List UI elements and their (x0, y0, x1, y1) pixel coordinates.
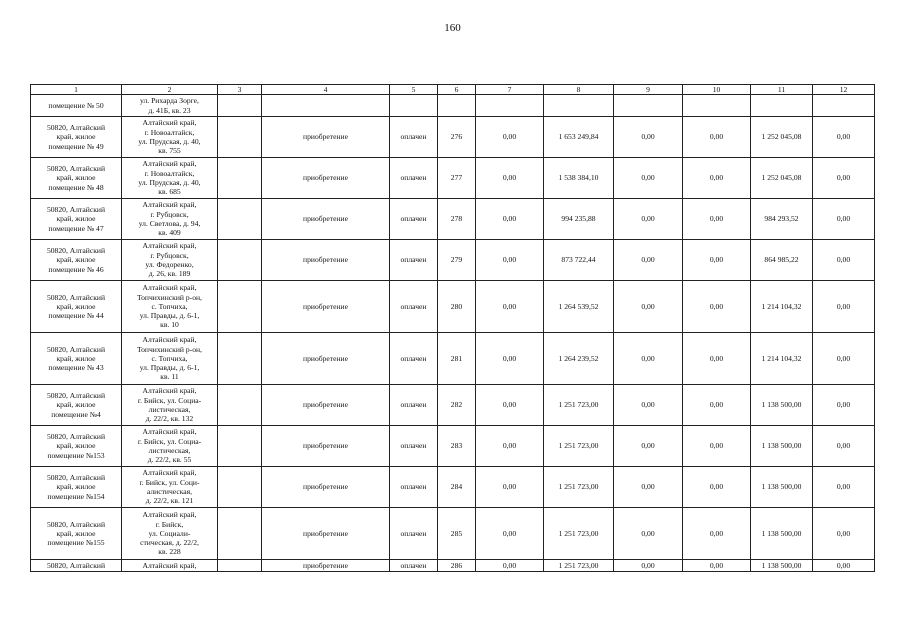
row-number-cell: 281 (438, 333, 476, 385)
object-name-cell: 50820, Алтайский край, жилое помещение №155 (31, 508, 122, 560)
col-10-cell: 0,00 (683, 158, 751, 199)
col-7-cell: 0,00 (476, 117, 544, 158)
property-table (30, 84, 875, 572)
cost-cell: 1 252 045,08 (751, 158, 813, 199)
col-12-cell: 0,00 (813, 240, 875, 281)
row-number-cell: 285 (438, 508, 476, 560)
row-number-cell: 276 (438, 117, 476, 158)
col-12-cell: 0,00 (813, 426, 875, 467)
action-cell: приобретение (262, 199, 390, 240)
row-number-cell: 282 (438, 385, 476, 426)
address-cell: Алтайский край, г. Бийск, ул. Социа- листическая, д. 22/2, кв. 132 (122, 385, 218, 426)
col-9-cell: 0,00 (614, 508, 683, 560)
object-name-cell: 50820, Алтайский край, жилое помещение № 44 (31, 281, 122, 333)
col-3-cell (218, 426, 262, 467)
table-row (31, 560, 875, 572)
payment-status-cell (390, 95, 438, 117)
col-10-cell: 0,00 (683, 560, 751, 572)
col-9-cell (614, 95, 683, 117)
col-10-cell: 0,00 (683, 199, 751, 240)
col-12-cell: 0,00 (813, 467, 875, 508)
col-7-cell: 0,00 (476, 333, 544, 385)
object-name-cell: помещение № 50 (31, 95, 122, 117)
cost-cell: 864 985,22 (751, 240, 813, 281)
amount-cell (544, 95, 614, 117)
col-3-cell (218, 158, 262, 199)
col-10-cell: 0,00 (683, 333, 751, 385)
cost-cell: 1 214 104,32 (751, 281, 813, 333)
col-7-cell: 0,00 (476, 560, 544, 572)
payment-status-cell: оплачен (390, 467, 438, 508)
column-header: 3 (218, 85, 262, 95)
col-3-cell (218, 95, 262, 117)
col-3-cell (218, 117, 262, 158)
cost-cell: 1 138 500,00 (751, 467, 813, 508)
action-cell: приобретение (262, 385, 390, 426)
payment-status-cell: оплачен (390, 333, 438, 385)
address-cell: Алтайский край, г. Новоалтайск, ул. Прудская, д. 40, кв. 755 (122, 117, 218, 158)
col-7-cell: 0,00 (476, 240, 544, 281)
col-9-cell: 0,00 (614, 560, 683, 572)
col-3-cell (218, 281, 262, 333)
address-cell: Алтайский край, (122, 560, 218, 572)
column-header: 10 (683, 85, 751, 95)
col-7-cell: 0,00 (476, 385, 544, 426)
payment-status-cell: оплачен (390, 117, 438, 158)
col-7-cell: 0,00 (476, 467, 544, 508)
page-number: 160 (444, 22, 461, 34)
action-cell: приобретение (262, 158, 390, 199)
cost-cell: 1 138 500,00 (751, 508, 813, 560)
payment-status-cell: оплачен (390, 199, 438, 240)
column-header: 6 (438, 85, 476, 95)
table-container (30, 84, 851, 572)
col-9-cell: 0,00 (614, 117, 683, 158)
amount-cell: 1 251 723,00 (544, 467, 614, 508)
object-name-cell: 50820, Алтайский край, жилое помещение №153 (31, 426, 122, 467)
amount-cell: 873 722,44 (544, 240, 614, 281)
row-number-cell: 283 (438, 426, 476, 467)
amount-cell: 1 251 723,00 (544, 426, 614, 467)
cost-cell (751, 95, 813, 117)
amount-cell: 1 251 723,00 (544, 385, 614, 426)
address-cell: Алтайский край, г. Бийск, ул. Соци- алистическая, д. 22/2, кв. 121 (122, 467, 218, 508)
payment-status-cell: оплачен (390, 158, 438, 199)
col-7-cell: 0,00 (476, 508, 544, 560)
col-12-cell: 0,00 (813, 508, 875, 560)
object-name-cell: 50820, Алтайский край, жилое помещение № 49 (31, 117, 122, 158)
header-row (31, 85, 875, 95)
table-row (31, 467, 875, 508)
payment-status-cell: оплачен (390, 508, 438, 560)
amount-cell: 1 251 723,00 (544, 508, 614, 560)
row-number-cell: 284 (438, 467, 476, 508)
col-3-cell (218, 385, 262, 426)
action-cell (262, 95, 390, 117)
col-12-cell: 0,00 (813, 199, 875, 240)
col-10-cell (683, 95, 751, 117)
address-cell: Алтайский край, Топчихинский р-он, с. Топчиха, ул. Правды, д. 6-1, кв. 10 (122, 281, 218, 333)
object-name-cell: 50820, Алтайский (31, 560, 122, 572)
col-3-cell (218, 508, 262, 560)
table-row (31, 508, 875, 560)
action-cell: приобретение (262, 508, 390, 560)
action-cell: приобретение (262, 560, 390, 572)
cost-cell: 1 214 104,32 (751, 333, 813, 385)
row-number-cell: 277 (438, 158, 476, 199)
col-10-cell: 0,00 (683, 426, 751, 467)
col-7-cell: 0,00 (476, 199, 544, 240)
row-number-cell: 286 (438, 560, 476, 572)
col-9-cell: 0,00 (614, 281, 683, 333)
table-row (31, 426, 875, 467)
table-row (31, 385, 875, 426)
action-cell: приобретение (262, 240, 390, 281)
object-name-cell: 50820, Алтайский край, жилое помещение № 47 (31, 199, 122, 240)
row-number-cell: 278 (438, 199, 476, 240)
column-header: 12 (813, 85, 875, 95)
col-3-cell (218, 333, 262, 385)
col-9-cell: 0,00 (614, 426, 683, 467)
cost-cell: 984 293,52 (751, 199, 813, 240)
col-10-cell: 0,00 (683, 240, 751, 281)
col-9-cell: 0,00 (614, 385, 683, 426)
table-row (31, 158, 875, 199)
object-name-cell: 50820, Алтайский край, жилое помещение №154 (31, 467, 122, 508)
col-3-cell (218, 560, 262, 572)
col-10-cell: 0,00 (683, 467, 751, 508)
col-12-cell: 0,00 (813, 158, 875, 199)
table-row (31, 199, 875, 240)
column-header: 9 (614, 85, 683, 95)
address-cell: Алтайский край, Топчихинский р-он, с. Топчиха, ул. Правды, д. 6-1, кв. 11 (122, 333, 218, 385)
col-10-cell: 0,00 (683, 508, 751, 560)
amount-cell: 1 653 249,84 (544, 117, 614, 158)
column-header: 4 (262, 85, 390, 95)
cost-cell: 1 138 500,00 (751, 426, 813, 467)
column-header: 1 (31, 85, 122, 95)
object-name-cell: 50820, Алтайский край, жилое помещение № 43 (31, 333, 122, 385)
row-number-cell: 280 (438, 281, 476, 333)
col-7-cell: 0,00 (476, 281, 544, 333)
amount-cell: 1 264 239,52 (544, 333, 614, 385)
col-7-cell: 0,00 (476, 158, 544, 199)
col-10-cell: 0,00 (683, 385, 751, 426)
payment-status-cell: оплачен (390, 426, 438, 467)
amount-cell: 1 251 723,00 (544, 560, 614, 572)
col-12-cell: 0,00 (813, 117, 875, 158)
table-row (31, 117, 875, 158)
action-cell: приобретение (262, 426, 390, 467)
table-row (31, 333, 875, 385)
col-7-cell (476, 95, 544, 117)
table-row (31, 240, 875, 281)
col-9-cell: 0,00 (614, 240, 683, 281)
col-12-cell: 0,00 (813, 560, 875, 572)
address-cell: Алтайский край, г. Бийск, ул. Социа- листическая, д. 22/2, кв. 55 (122, 426, 218, 467)
payment-status-cell: оплачен (390, 560, 438, 572)
amount-cell: 1 538 384,10 (544, 158, 614, 199)
col-9-cell: 0,00 (614, 467, 683, 508)
action-cell: приобретение (262, 281, 390, 333)
object-name-cell: 50820, Алтайский край, жилое помещение № 48 (31, 158, 122, 199)
action-cell: приобретение (262, 467, 390, 508)
column-header: 8 (544, 85, 614, 95)
column-header: 11 (751, 85, 813, 95)
cost-cell: 1 252 045,08 (751, 117, 813, 158)
object-name-cell: 50820, Алтайский край, жилое помещение №4 (31, 385, 122, 426)
column-header: 7 (476, 85, 544, 95)
col-12-cell (813, 95, 875, 117)
object-name-cell: 50820, Алтайский край, жилое помещение № 46 (31, 240, 122, 281)
amount-cell: 1 264 539,52 (544, 281, 614, 333)
col-10-cell: 0,00 (683, 281, 751, 333)
table-row (31, 95, 875, 117)
col-12-cell: 0,00 (813, 385, 875, 426)
row-number-cell (438, 95, 476, 117)
col-10-cell: 0,00 (683, 117, 751, 158)
address-cell: Алтайский край, г. Рубцовск, ул. Светлова, д. 94, кв. 409 (122, 199, 218, 240)
address-cell: Алтайский край, г. Бийск, ул. Социали- стическая, д. 22/2, кв. 228 (122, 508, 218, 560)
col-3-cell (218, 199, 262, 240)
table-row (31, 281, 875, 333)
column-header: 2 (122, 85, 218, 95)
payment-status-cell: оплачен (390, 240, 438, 281)
column-header: 5 (390, 85, 438, 95)
col-7-cell: 0,00 (476, 426, 544, 467)
action-cell: приобретение (262, 333, 390, 385)
cost-cell: 1 138 500,00 (751, 560, 813, 572)
col-9-cell: 0,00 (614, 333, 683, 385)
cost-cell: 1 138 500,00 (751, 385, 813, 426)
address-cell: Алтайский край, г. Рубцовск, ул. Федоренко, д. 26, кв. 189 (122, 240, 218, 281)
payment-status-cell: оплачен (390, 281, 438, 333)
col-12-cell: 0,00 (813, 333, 875, 385)
row-number-cell: 279 (438, 240, 476, 281)
payment-status-cell: оплачен (390, 385, 438, 426)
address-cell: Алтайский край, г. Новоалтайск, ул. Прудская, д. 40, кв. 685 (122, 158, 218, 199)
col-3-cell (218, 467, 262, 508)
amount-cell: 994 235,88 (544, 199, 614, 240)
col-3-cell (218, 240, 262, 281)
address-cell: ул. Рихарда Зорге, д. 41Б, кв. 23 (122, 95, 218, 117)
col-9-cell: 0,00 (614, 158, 683, 199)
col-12-cell: 0,00 (813, 281, 875, 333)
action-cell: приобретение (262, 117, 390, 158)
col-9-cell: 0,00 (614, 199, 683, 240)
